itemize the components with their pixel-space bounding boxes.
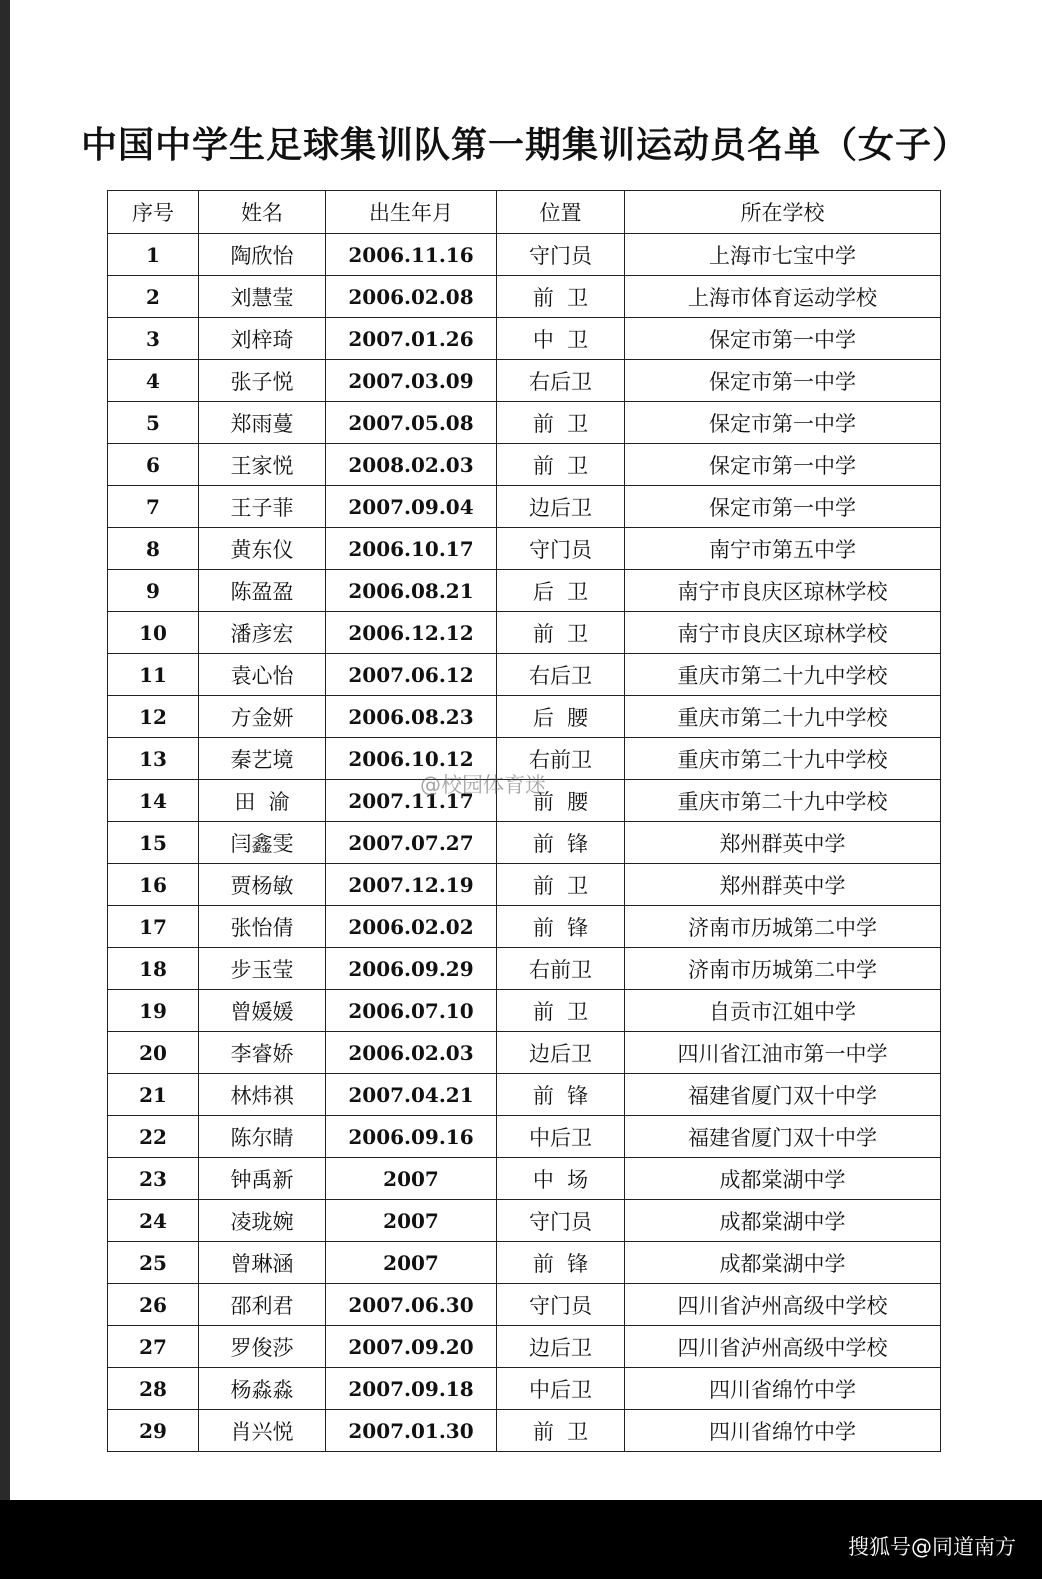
cell-name: 方金妍 (199, 696, 326, 738)
cell-birth-date: 2006.02.02 (326, 906, 497, 948)
cell-birth-date: 2006.10.17 (326, 528, 497, 570)
cell-position: 边后卫 (497, 1326, 625, 1368)
table-row (108, 696, 941, 738)
cell-birth-date: 2007.06.12 (326, 654, 497, 696)
cell-school: 济南市历城第二中学 (625, 948, 941, 990)
cell-number: 29 (108, 1410, 199, 1452)
cell-position: 前 锋 (497, 906, 625, 948)
cell-name: 潘彦宏 (199, 612, 326, 654)
table-row (108, 1368, 941, 1410)
cell-number: 23 (108, 1158, 199, 1200)
left-edge-shadow (0, 0, 10, 1579)
watermark-text: @校园体育迷 (420, 773, 546, 797)
table-row (108, 1410, 941, 1452)
cell-number: 12 (108, 696, 199, 738)
cell-number: 15 (108, 822, 199, 864)
cell-position: 右前卫 (497, 948, 625, 990)
cell-birth-date: 2006.08.23 (326, 696, 497, 738)
cell-number: 25 (108, 1242, 199, 1284)
cell-school: 保定市第一中学 (625, 318, 941, 360)
cell-position: 前 腰 (497, 780, 625, 822)
header-birth-date: 出生年月 (326, 191, 497, 234)
header-name: 姓名 (199, 191, 326, 234)
table-row (108, 1032, 941, 1074)
table-row (108, 654, 941, 696)
cell-school: 上海市七宝中学 (625, 234, 941, 276)
cell-name: 陈尔睛 (199, 1116, 326, 1158)
cell-position: 守门员 (497, 528, 625, 570)
cell-birth-date: 2007.09.04 (326, 486, 497, 528)
cell-number: 1 (108, 234, 199, 276)
table-row (108, 822, 941, 864)
cell-name: 郑雨蔓 (199, 402, 326, 444)
cell-name: 李睿娇 (199, 1032, 326, 1074)
cell-birth-date: 2006.08.21 (326, 570, 497, 612)
cell-position: 前 卫 (497, 990, 625, 1032)
cell-number: 13 (108, 738, 199, 780)
table-row (108, 948, 941, 990)
cell-position: 守门员 (497, 1284, 625, 1326)
cell-school: 重庆市第二十九中学校 (625, 654, 941, 696)
cell-number: 10 (108, 612, 199, 654)
cell-position: 前 卫 (497, 444, 625, 486)
cell-school: 郑州群英中学 (625, 864, 941, 906)
cell-position: 前 锋 (497, 1242, 625, 1284)
cell-school: 保定市第一中学 (625, 486, 941, 528)
cell-number: 9 (108, 570, 199, 612)
cell-birth-date: 2007.06.30 (326, 1284, 497, 1326)
cell-position: 中后卫 (497, 1368, 625, 1410)
table-row (108, 276, 941, 318)
cell-birth-date: 2007.11.17 (326, 780, 497, 822)
cell-number: 11 (108, 654, 199, 696)
cell-school: 保定市第一中学 (625, 402, 941, 444)
cell-birth-date: 2007.01.30 (326, 1410, 497, 1452)
cell-birth-date: 2006.11.16 (326, 234, 497, 276)
cell-birth-date: 2006.12.12 (326, 612, 497, 654)
table-row (108, 864, 941, 906)
cell-name: 罗俊莎 (199, 1326, 326, 1368)
cell-school: 四川省绵竹中学 (625, 1368, 941, 1410)
cell-school: 上海市体育运动学校 (625, 276, 941, 318)
cell-number: 24 (108, 1200, 199, 1242)
cell-birth-date: 2006.07.10 (326, 990, 497, 1032)
table-row (108, 360, 941, 402)
table-row (108, 1326, 941, 1368)
cell-number: 7 (108, 486, 199, 528)
cell-birth-date: 2007.09.20 (326, 1326, 497, 1368)
header-number: 序号 (108, 191, 199, 234)
cell-name: 林炜祺 (199, 1074, 326, 1116)
table-row (108, 612, 941, 654)
cell-birth-date: 2007.03.09 (326, 360, 497, 402)
cell-position: 前 卫 (497, 612, 625, 654)
cell-position: 前 卫 (497, 402, 625, 444)
cell-number: 27 (108, 1326, 199, 1368)
cell-birth-date: 2007.01.26 (326, 318, 497, 360)
table-row (108, 234, 941, 276)
cell-number: 22 (108, 1116, 199, 1158)
cell-school: 郑州群英中学 (625, 822, 941, 864)
cell-position: 右前卫 (497, 738, 625, 780)
cell-number: 6 (108, 444, 199, 486)
cell-name: 钟禹新 (199, 1158, 326, 1200)
table-header-row (108, 191, 941, 234)
cell-birth-date: 2007 (326, 1242, 497, 1284)
cell-number: 2 (108, 276, 199, 318)
cell-position: 前 卫 (497, 276, 625, 318)
table-row (108, 444, 941, 486)
cell-school: 四川省泸州高级中学校 (625, 1326, 941, 1368)
roster-table (107, 190, 941, 1452)
cell-name: 凌珑婉 (199, 1200, 326, 1242)
table-row (108, 1242, 941, 1284)
cell-birth-date: 2007.05.08 (326, 402, 497, 444)
table-row (108, 570, 941, 612)
cell-school: 保定市第一中学 (625, 444, 941, 486)
cell-position: 守门员 (497, 1200, 625, 1242)
cell-name: 刘慧莹 (199, 276, 326, 318)
cell-school: 福建省厦门双十中学 (625, 1116, 941, 1158)
cell-school: 四川省江油市第一中学 (625, 1032, 941, 1074)
cell-birth-date: 2007.09.18 (326, 1368, 497, 1410)
cell-school: 济南市历城第二中学 (625, 906, 941, 948)
cell-birth-date: 2006.09.16 (326, 1116, 497, 1158)
cell-number: 5 (108, 402, 199, 444)
cell-number: 26 (108, 1284, 199, 1326)
cell-birth-date: 2007.12.19 (326, 864, 497, 906)
table-row (108, 528, 941, 570)
cell-position: 前 卫 (497, 1410, 625, 1452)
cell-school: 南宁市良庆区琼林学校 (625, 612, 941, 654)
header-position: 位置 (497, 191, 625, 234)
cell-school: 成都棠湖中学 (625, 1200, 941, 1242)
cell-number: 21 (108, 1074, 199, 1116)
cell-number: 3 (108, 318, 199, 360)
cell-name: 秦艺境 (199, 738, 326, 780)
cell-position: 守门员 (497, 234, 625, 276)
table-row (108, 1284, 941, 1326)
cell-school: 南宁市第五中学 (625, 528, 941, 570)
cell-position: 前 卫 (497, 864, 625, 906)
cell-position: 右后卫 (497, 360, 625, 402)
cell-school: 重庆市第二十九中学校 (625, 696, 941, 738)
cell-position: 前 锋 (497, 1074, 625, 1116)
cell-position: 中后卫 (497, 1116, 625, 1158)
cell-name: 曾琳涵 (199, 1242, 326, 1284)
cell-position: 右后卫 (497, 654, 625, 696)
cell-number: 19 (108, 990, 199, 1032)
cell-birth-date: 2006.10.12 (326, 738, 497, 780)
cell-name: 张子悦 (199, 360, 326, 402)
table-row (108, 1074, 941, 1116)
footer-credit: 搜狐号@同道南方 (848, 1535, 1016, 1559)
table-row (108, 402, 941, 444)
cell-position: 后 腰 (497, 696, 625, 738)
document-title: 中国中学生足球集训队第一期集训运动员名单（女子） (80, 125, 969, 166)
cell-school: 成都棠湖中学 (625, 1158, 941, 1200)
cell-birth-date: 2007.07.27 (326, 822, 497, 864)
cell-school: 自贡市江姐中学 (625, 990, 941, 1032)
cell-name: 杨淼淼 (199, 1368, 326, 1410)
cell-name: 袁心怡 (199, 654, 326, 696)
cell-number: 20 (108, 1032, 199, 1074)
cell-school: 成都棠湖中学 (625, 1242, 941, 1284)
cell-name: 刘梓琦 (199, 318, 326, 360)
cell-number: 14 (108, 780, 199, 822)
cell-school: 重庆市第二十九中学校 (625, 780, 941, 822)
header-school: 所在学校 (625, 191, 941, 234)
cell-name: 肖兴悦 (199, 1410, 326, 1452)
cell-school: 四川省绵竹中学 (625, 1410, 941, 1452)
cell-position: 前 锋 (497, 822, 625, 864)
cell-name: 闫鑫雯 (199, 822, 326, 864)
cell-position: 边后卫 (497, 1032, 625, 1074)
cell-birth-date: 2007 (326, 1200, 497, 1242)
cell-number: 28 (108, 1368, 199, 1410)
cell-name: 田 渝 (199, 780, 326, 822)
cell-number: 18 (108, 948, 199, 990)
cell-school: 四川省泸州高级中学校 (625, 1284, 941, 1326)
cell-name: 邵利君 (199, 1284, 326, 1326)
cell-number: 17 (108, 906, 199, 948)
cell-name: 陈盈盈 (199, 570, 326, 612)
cell-position: 后 卫 (497, 570, 625, 612)
cell-birth-date: 2006.02.08 (326, 276, 497, 318)
table-row (108, 906, 941, 948)
cell-name: 黄东仪 (199, 528, 326, 570)
cell-birth-date: 2008.02.03 (326, 444, 497, 486)
cell-name: 陶欣怡 (199, 234, 326, 276)
cell-name: 王子菲 (199, 486, 326, 528)
cell-birth-date: 2007.04.21 (326, 1074, 497, 1116)
cell-birth-date: 2006.02.03 (326, 1032, 497, 1074)
cell-position: 中 卫 (497, 318, 625, 360)
table-row (108, 318, 941, 360)
cell-name: 张怡倩 (199, 906, 326, 948)
cell-name: 贾杨敏 (199, 864, 326, 906)
table-row (108, 990, 941, 1032)
table-row (108, 1158, 941, 1200)
cell-birth-date: 2006.09.29 (326, 948, 497, 990)
cell-name: 曾媛媛 (199, 990, 326, 1032)
table-row (108, 1116, 941, 1158)
cell-number: 4 (108, 360, 199, 402)
cell-name: 步玉莹 (199, 948, 326, 990)
cell-number: 16 (108, 864, 199, 906)
cell-number: 8 (108, 528, 199, 570)
cell-birth-date: 2007 (326, 1158, 497, 1200)
cell-position: 中 场 (497, 1158, 625, 1200)
cell-school: 保定市第一中学 (625, 360, 941, 402)
table-row (108, 486, 941, 528)
cell-school: 南宁市良庆区琼林学校 (625, 570, 941, 612)
cell-school: 重庆市第二十九中学校 (625, 738, 941, 780)
cell-school: 福建省厦门双十中学 (625, 1074, 941, 1116)
table-row (108, 1200, 941, 1242)
cell-position: 边后卫 (497, 486, 625, 528)
cell-name: 王家悦 (199, 444, 326, 486)
